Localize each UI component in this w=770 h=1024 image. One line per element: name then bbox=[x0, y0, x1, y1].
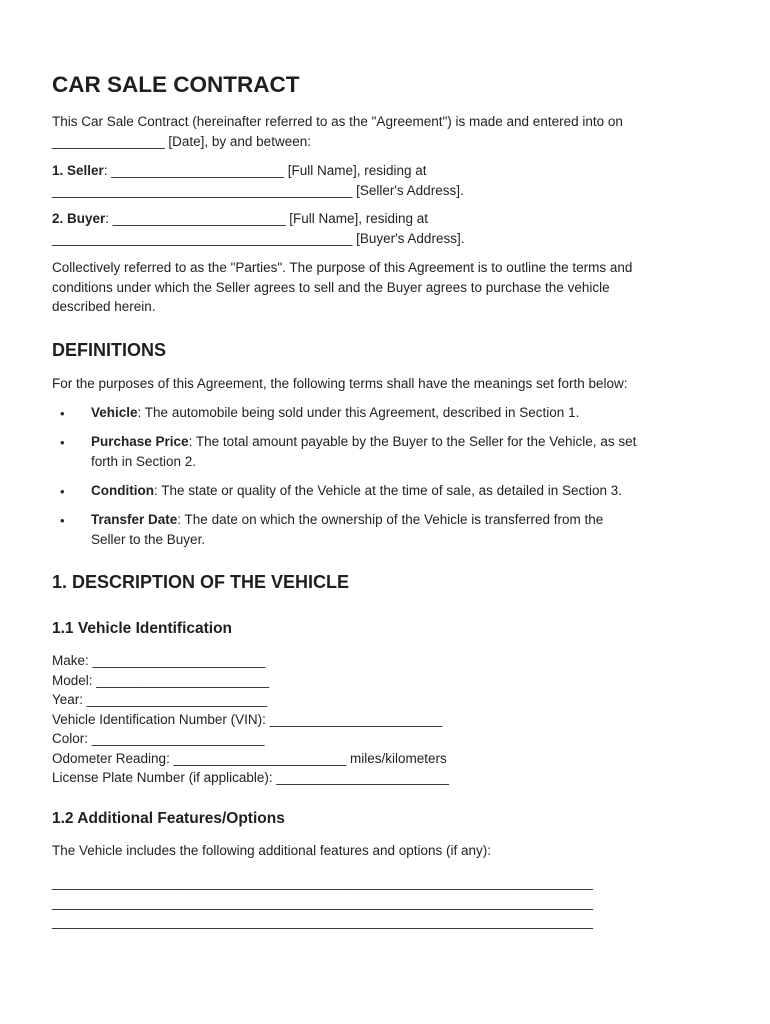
intro-line: _______________ [Date], by and between: bbox=[52, 133, 311, 149]
definition-item-condition bbox=[91, 481, 622, 501]
blank-line: __________________________________________________________________________ bbox=[52, 875, 593, 890]
model-field: Model: _______________________ bbox=[52, 672, 269, 688]
intro-paragraph bbox=[52, 112, 623, 151]
definition-term: Vehicle bbox=[91, 405, 138, 420]
subsection-1-1-heading: 1.1 Vehicle Identification bbox=[52, 620, 233, 637]
license-plate-field: License Plate Number (if applicable): _______________________ bbox=[52, 770, 450, 785]
seller-label: 1. Seller bbox=[52, 163, 104, 178]
page-title: CAR SALE CONTRACT bbox=[52, 72, 300, 97]
buyer-address-line: ________________________________________ [Buyer's Address]. bbox=[52, 230, 465, 246]
seller-name-line: : _______________________ [Full Name], residing at bbox=[103, 163, 427, 178]
definition-item-purchase-price bbox=[91, 432, 636, 471]
definition-text: forth in Section 2. bbox=[91, 453, 197, 469]
parties-paragraph bbox=[52, 258, 632, 317]
additional-features-intro: The Vehicle includes the following additional features and options (if any): bbox=[52, 843, 492, 858]
subsection-1-2-heading: 1.2 Additional Features/Options bbox=[52, 810, 285, 827]
definition-term: Transfer Date bbox=[91, 512, 178, 527]
definition-term: Condition bbox=[91, 483, 154, 498]
definition-item-transfer-date bbox=[91, 510, 603, 549]
definition-term: Purchase Price bbox=[91, 434, 189, 449]
definitions-heading: DEFINITIONS bbox=[52, 340, 167, 360]
year-field: Year: ________________________ bbox=[52, 692, 267, 707]
vin-field: Vehicle Identification Number (VIN): _______________________ bbox=[52, 711, 443, 727]
seller-clause bbox=[52, 161, 464, 200]
definitions-intro: For the purposes of this Agreement, the following terms shall have the meanings set forth below: bbox=[52, 376, 628, 391]
paragraph-line: described herein. bbox=[52, 299, 156, 314]
definition-text: : The automobile being sold under this Agreement, described in Section 1. bbox=[137, 405, 580, 420]
buyer-name-line: : _______________________ [Full Name], residing at bbox=[105, 211, 429, 226]
bullet-icon: • bbox=[60, 406, 65, 421]
buyer-label: 2. Buyer bbox=[52, 211, 106, 226]
bullet-icon: • bbox=[60, 435, 65, 450]
blank-line: __________________________________________________________________________ bbox=[52, 894, 593, 910]
seller-address-line: ________________________________________ [Seller's Address]. bbox=[52, 182, 464, 198]
paragraph-line: Collectively referred to as the "Parties". The purpose of this Agreement is to outline the terms and bbox=[52, 260, 633, 275]
color-field: Color: _______________________ bbox=[52, 731, 265, 746]
buyer-clause bbox=[52, 209, 464, 248]
vehicle-identification-fields bbox=[52, 651, 449, 788]
blank-lines bbox=[52, 873, 593, 932]
definition-text: : The state or quality of the Vehicle at the time of sale, as detailed in Section 3. bbox=[153, 483, 623, 498]
intro-line: This Car Sale Contract (hereinafter referred to as the "Agreement") is made and entered into on bbox=[52, 114, 623, 129]
make-field: Make: _______________________ bbox=[52, 653, 266, 668]
odometer-field: Odometer Reading: _______________________ miles/kilometers bbox=[52, 750, 447, 766]
definition-text: : The total amount payable by the Buyer to the Seller for the Vehicle, as set bbox=[188, 434, 637, 449]
definition-text: : The date on which the ownership of the Vehicle is transferred from the bbox=[177, 512, 604, 527]
section-1-heading: 1. DESCRIPTION OF THE VEHICLE bbox=[52, 572, 350, 592]
blank-line: __________________________________________________________________________ bbox=[52, 914, 593, 929]
definition-text: Seller to the Buyer. bbox=[91, 531, 206, 547]
bullet-icon: • bbox=[60, 513, 65, 528]
bullet-icon: • bbox=[60, 484, 65, 499]
definition-item-vehicle bbox=[91, 403, 579, 423]
paragraph-line: conditions under which the Seller agrees to sell and the Buyer agrees to purchase the vehicle bbox=[52, 279, 610, 295]
